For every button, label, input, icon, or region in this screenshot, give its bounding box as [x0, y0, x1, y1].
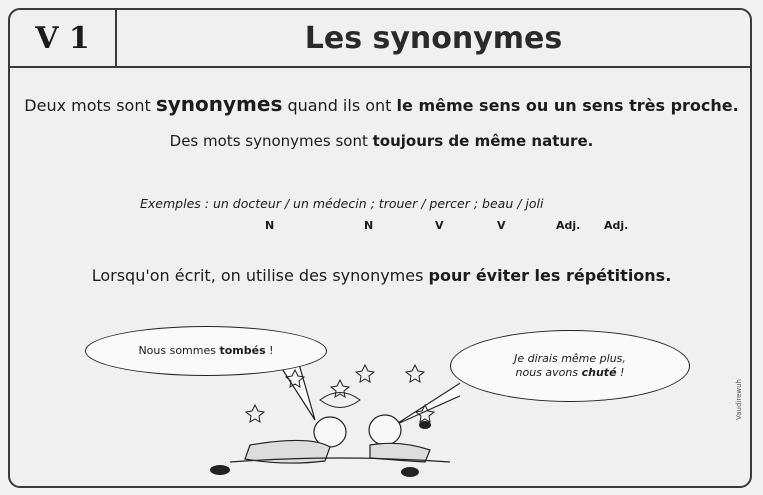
speech-bubble-right: Je dirais même plus, nous avons chuté ! — [450, 330, 690, 402]
examples-lead: Exemples : — [140, 196, 209, 211]
usage-bold: pour éviter les répétitions. — [428, 266, 672, 285]
nature-label: N — [364, 219, 374, 232]
lesson-code: V 1 — [10, 10, 117, 66]
illustrator-credit: Vaudirewuh — [735, 379, 743, 420]
card-header — [10, 10, 750, 68]
fallen-children-icon — [230, 415, 450, 463]
keyword-synonymes: synonymes — [155, 92, 283, 116]
nature-sentence: Des mots synonymes sont toujours de même nature. — [169, 132, 594, 150]
example-item: beau / joli — [482, 196, 544, 211]
examples-line: Exemples : un docteur / un médecin ; trouer / percer ; beau / joli — [140, 196, 544, 211]
usage-sentence: Lorsqu'on écrit, on utilise des synonymes pour éviter les répétitions. — [91, 266, 672, 285]
definition-sentence: Deux mots sont synonymes quand ils ont le même sens ou un sens très proche. — [24, 92, 739, 116]
nature-label: Adj. — [604, 219, 629, 232]
nature-label: V — [435, 219, 444, 232]
page-title: Les synonymes — [304, 20, 563, 56]
example-item: un docteur / un médecin — [212, 196, 367, 211]
nature-label: V — [497, 219, 506, 232]
nature-bold: toujours de même nature. — [372, 132, 594, 150]
dizzy-stars-icon — [246, 365, 434, 422]
nature-label: N — [265, 219, 275, 232]
example-item: trouer / percer — [378, 196, 470, 211]
nature-label: Adj. — [556, 219, 581, 232]
speech-bubble-left: Nous sommes tombés ! — [85, 326, 327, 376]
speech-tail-right — [395, 380, 460, 425]
definition-bold: le même sens ou un sens très proche. — [396, 96, 739, 115]
